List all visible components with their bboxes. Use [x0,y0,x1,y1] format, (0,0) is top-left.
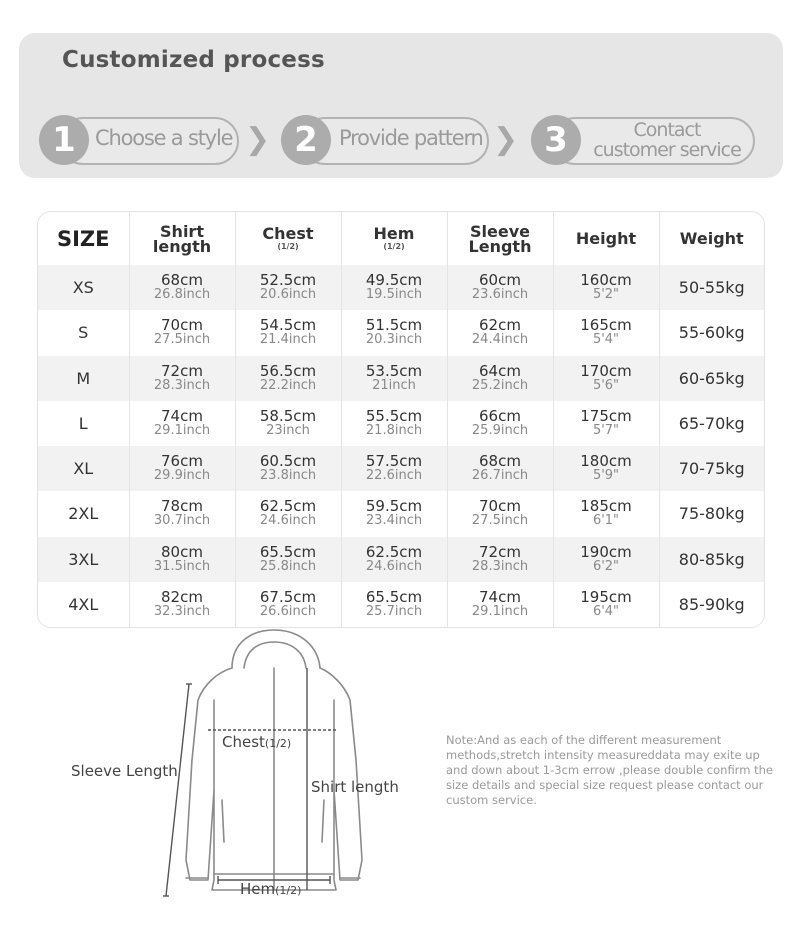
table-row [38,537,764,582]
cell-sleeve-length: 62cm 24.4inch [447,310,553,355]
cell-shirt-length: 68cm 26.8inch [129,265,235,310]
step-3-label-line2: customer service [593,139,741,161]
cell-shirt-length: 78cm 30.7inch [129,491,235,536]
cell-sleeve-length: 74cm 29.1inch [447,582,553,627]
right-pocket [322,800,324,842]
header-size: SIZE [56,226,110,251]
table-row [38,356,764,401]
cell-sleeve-length: 66cm 25.9inch [447,401,553,446]
cell-weight: 80-85kg [659,537,764,582]
header-chest: Chest (1/2) [235,212,341,265]
cell-shirt-length: 82cm 32.3inch [129,582,235,627]
cell-weight: 85-90kg [659,582,764,627]
cell-chest: 54.5cm 21.4inch [235,310,341,355]
cell-size: S [78,323,89,343]
table-row [38,491,764,536]
table-row [38,582,764,627]
cell-sleeve-length: 60cm 23.6inch [447,265,553,310]
cell-shirt-length: 74cm 29.1inch [129,401,235,446]
header-shirt-length: Shirt length [129,212,235,265]
header-hem: Hem (1/2) [341,212,447,265]
cell-chest: 56.5cm 22.2inch [235,356,341,401]
cell-sleeve-length: 72cm 28.3inch [447,537,553,582]
cell-shirt-length: 72cm 28.3inch [129,356,235,401]
cell-hem: 57.5cm 22.6inch [341,446,447,491]
step-1-number: 1 [39,115,89,165]
cell-height: 185cm 6'1" [553,491,659,536]
cell-hem: 53.5cm 21inch [341,356,447,401]
header-weight: Weight [659,212,764,265]
cell-size: 2XL [68,504,99,524]
cell-weight: 60-65kg [659,356,764,401]
cell-weight: 75-80kg [659,491,764,536]
cell-shirt-length: 76cm 29.9inch [129,446,235,491]
cell-sleeve-length: 68cm 26.7inch [447,446,553,491]
cell-height: 180cm 5'9" [553,446,659,491]
cell-hem: 55.5cm 21.8inch [341,401,447,446]
cell-height: 165cm 5'4" [553,310,659,355]
cell-height: 160cm 5'2" [553,265,659,310]
cell-chest: 67.5cm 26.6inch [235,582,341,627]
cell-hem: 51.5cm 20.3inch [341,310,447,355]
sleeve-measure-line [166,684,189,896]
step-2-label: Provide pattern [339,126,483,150]
hem-label: Hem(1/2) [240,880,302,898]
cell-hem: 59.5cm 23.4inch [341,491,447,536]
measurement-note: Note:And as each of the different measurement methods,stretch intensity measureddata may exite up and down about 1-3cm errow ,please double confirm the size details and special size request please contact our custom service. [446,733,773,807]
cell-chest: 65.5cm 25.8inch [235,537,341,582]
chevron-right-icon: ❯ [493,122,519,157]
step-3-number: 3 [531,115,581,165]
step-2-number: 2 [281,115,331,165]
cell-hem: 62.5cm 24.6inch [341,537,447,582]
customized-process-banner [19,33,783,178]
step-3-label-line1: Contact [633,119,701,141]
cell-size: L [78,413,88,433]
cell-weight: 50-55kg [659,265,764,310]
cell-weight: 70-75kg [659,446,764,491]
chest-label: Chest(1/2) [222,733,292,751]
cell-height: 175cm 5'7" [553,401,659,446]
cell-sleeve-length: 64cm 25.2inch [447,356,553,401]
process-title: Customized process [62,47,325,73]
table-row [38,310,764,355]
step-contact-service [531,117,756,163]
cell-size: 3XL [68,549,99,569]
table-header-row [38,212,764,265]
table-row [38,446,764,491]
cell-hem: 49.5cm 19.5inch [341,265,447,310]
cell-height: 190cm 6'2" [553,537,659,582]
cell-size: XL [73,459,94,479]
table-row [38,265,764,310]
cell-chest: 62.5cm 24.6inch [235,491,341,536]
step-1-label: Choose a style [95,126,233,150]
table-row [38,401,764,446]
cell-hem: 65.5cm 25.7inch [341,582,447,627]
step-3-label [587,120,747,160]
header-sleeve-length: Sleeve Length [447,212,553,265]
shirt-length-label: Shirt length [311,778,399,796]
cell-height: 170cm 5'6" [553,356,659,401]
cell-chest: 58.5cm 23inch [235,401,341,446]
step-choose-style [39,117,239,163]
left-pocket [222,800,224,842]
step-provide-pattern [281,117,491,163]
cell-height: 195cm 6'4" [553,582,659,627]
sleeve-length-label: Sleeve Length [71,762,178,780]
cell-chest: 60.5cm 23.8inch [235,446,341,491]
size-chart [37,211,765,628]
chevron-right-icon: ❯ [245,122,271,157]
cell-size: M [76,368,91,388]
cell-sleeve-length: 70cm 27.5inch [447,491,553,536]
cell-size: 4XL [68,594,99,614]
header-height: Height [553,212,659,265]
cell-shirt-length: 70cm 27.5inch [129,310,235,355]
cell-size: XS [72,278,94,298]
cell-weight: 55-60kg [659,310,764,355]
cell-weight: 65-70kg [659,401,764,446]
cell-chest: 52.5cm 20.6inch [235,265,341,310]
cell-shirt-length: 80cm 31.5inch [129,537,235,582]
